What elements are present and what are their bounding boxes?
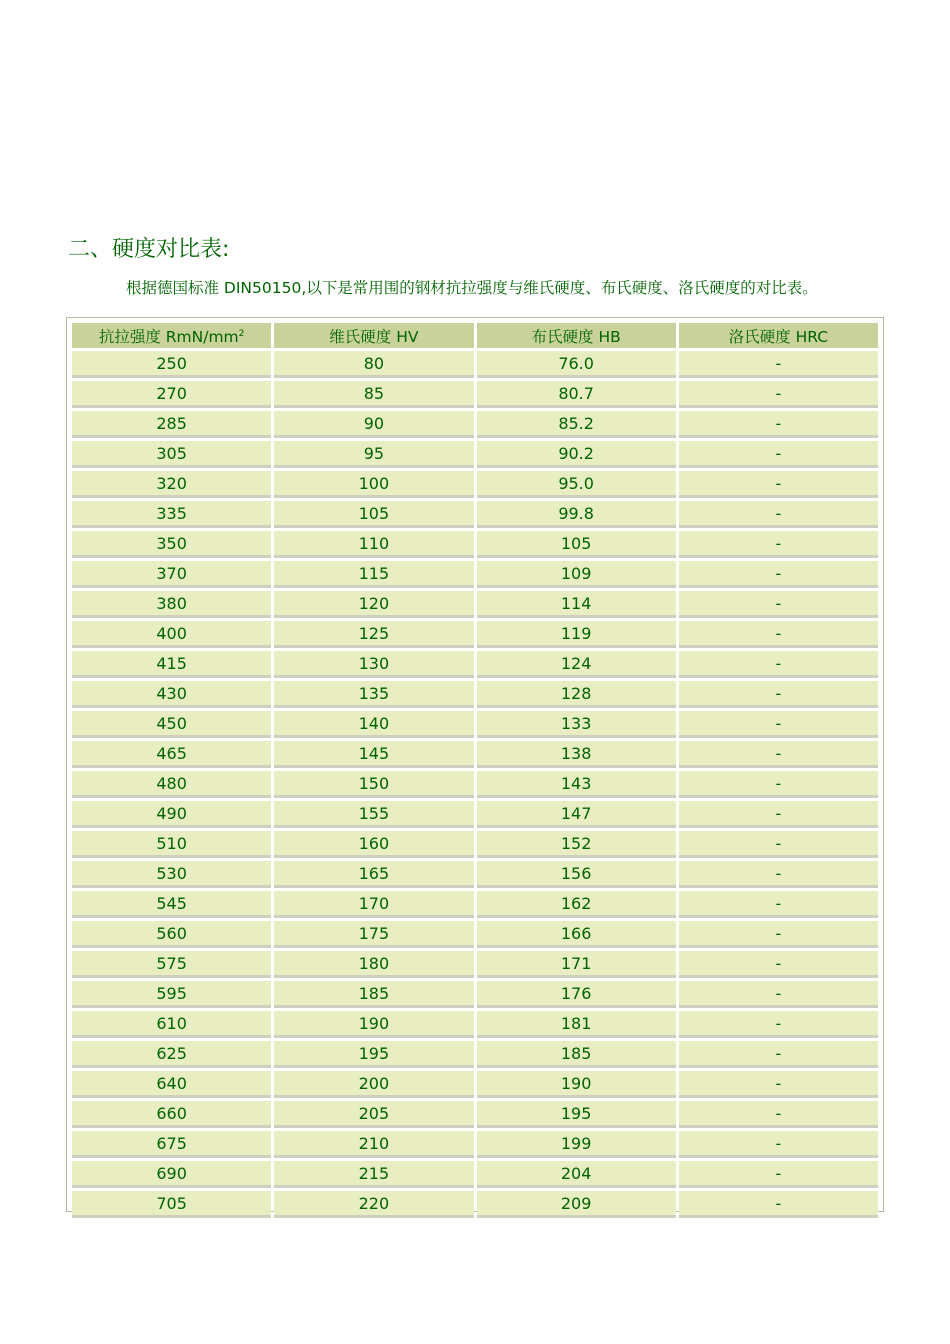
header-rockwell-hardness: 洛氏硬度 HRC (679, 323, 878, 348)
rockwell-hardness-cell: - (679, 441, 878, 468)
vickers-hardness-cell: 170 (274, 891, 473, 918)
tensile-strength-cell: 320 (72, 471, 271, 498)
brinell-hardness-cell: 147 (477, 801, 676, 828)
brinell-hardness-cell: 156 (477, 861, 676, 888)
tensile-strength-cell: 430 (72, 681, 271, 708)
tensile-strength-cell: 530 (72, 861, 271, 888)
brinell-hardness-cell: 162 (477, 891, 676, 918)
brinell-hardness-cell: 80.7 (477, 381, 676, 408)
rockwell-hardness-cell: - (679, 1071, 878, 1098)
vickers-hardness-cell: 215 (274, 1161, 473, 1188)
table-row (72, 951, 878, 978)
rockwell-hardness-cell: - (679, 861, 878, 888)
table-row (72, 1071, 878, 1098)
rockwell-hardness-cell: - (679, 471, 878, 498)
vickers-hardness-cell: 185 (274, 981, 473, 1008)
tensile-strength-cell: 640 (72, 1071, 271, 1098)
rockwell-hardness-cell: - (679, 621, 878, 648)
section-heading: 二、硬度对比表: (68, 237, 230, 262)
table-row (72, 1101, 878, 1128)
table-row (72, 351, 878, 378)
vickers-hardness-cell: 110 (274, 531, 473, 558)
table-row (72, 441, 878, 468)
tensile-strength-cell: 575 (72, 951, 271, 978)
table-row (72, 651, 878, 678)
tensile-strength-cell: 465 (72, 741, 271, 768)
header-vickers-hardness: 维氏硬度 HV (274, 323, 473, 348)
vickers-hardness-cell: 85 (274, 381, 473, 408)
brinell-hardness-cell: 209 (477, 1191, 676, 1218)
tensile-strength-cell: 610 (72, 1011, 271, 1038)
brinell-hardness-cell: 171 (477, 951, 676, 978)
table-row (72, 501, 878, 528)
table-row (72, 801, 878, 828)
rockwell-hardness-cell: - (679, 351, 878, 378)
table-row (72, 1011, 878, 1038)
rockwell-hardness-cell: - (679, 411, 878, 438)
rockwell-hardness-cell: - (679, 561, 878, 588)
tensile-strength-cell: 510 (72, 831, 271, 858)
brinell-hardness-cell: 185 (477, 1041, 676, 1068)
rockwell-hardness-cell: - (679, 501, 878, 528)
brinell-hardness-cell: 166 (477, 921, 676, 948)
header-tensile-strength (72, 323, 271, 348)
tensile-strength-cell: 490 (72, 801, 271, 828)
vickers-hardness-cell: 130 (274, 651, 473, 678)
rockwell-hardness-cell: - (679, 1011, 878, 1038)
tensile-strength-cell: 625 (72, 1041, 271, 1068)
brinell-hardness-cell: 119 (477, 621, 676, 648)
tensile-strength-cell: 305 (72, 441, 271, 468)
vickers-hardness-cell: 160 (274, 831, 473, 858)
brinell-hardness-cell: 204 (477, 1161, 676, 1188)
table-row (72, 681, 878, 708)
header-tensile-superscript: 2 (238, 328, 245, 339)
vickers-hardness-cell: 195 (274, 1041, 473, 1068)
vickers-hardness-cell: 220 (274, 1191, 473, 1218)
brinell-hardness-cell: 181 (477, 1011, 676, 1038)
tensile-strength-cell: 705 (72, 1191, 271, 1218)
header-tensile-label: 抗拉强度 RmN/mm (98, 327, 239, 346)
brinell-hardness-cell: 190 (477, 1071, 676, 1098)
tensile-strength-cell: 480 (72, 771, 271, 798)
brinell-hardness-cell: 85.2 (477, 411, 676, 438)
tensile-strength-cell: 595 (72, 981, 271, 1008)
table-row (72, 1041, 878, 1068)
vickers-hardness-cell: 145 (274, 741, 473, 768)
table-row (72, 921, 878, 948)
vickers-hardness-cell: 95 (274, 441, 473, 468)
brinell-hardness-cell: 76.0 (477, 351, 676, 378)
brinell-hardness-cell: 128 (477, 681, 676, 708)
rockwell-hardness-cell: - (679, 1161, 878, 1188)
vickers-hardness-cell: 180 (274, 951, 473, 978)
brinell-hardness-cell: 138 (477, 741, 676, 768)
table-row (72, 891, 878, 918)
table-row (72, 1191, 878, 1218)
vickers-hardness-cell: 115 (274, 561, 473, 588)
hardness-comparison-table (69, 320, 881, 1221)
tensile-strength-cell: 370 (72, 561, 271, 588)
brinell-hardness-cell: 124 (477, 651, 676, 678)
tensile-strength-cell: 350 (72, 531, 271, 558)
rockwell-hardness-cell: - (679, 531, 878, 558)
table-row (72, 531, 878, 558)
header-brinell-hardness: 布氏硬度 HB (477, 323, 676, 348)
table-row (72, 411, 878, 438)
table-body (72, 351, 878, 1218)
tensile-strength-cell: 560 (72, 921, 271, 948)
tensile-strength-cell: 675 (72, 1131, 271, 1158)
table-row (72, 591, 878, 618)
table-row (72, 711, 878, 738)
vickers-hardness-cell: 210 (274, 1131, 473, 1158)
table-row (72, 981, 878, 1008)
rockwell-hardness-cell: - (679, 981, 878, 1008)
brinell-hardness-cell: 109 (477, 561, 676, 588)
rockwell-hardness-cell: - (679, 1191, 878, 1218)
vickers-hardness-cell: 135 (274, 681, 473, 708)
table-row (72, 471, 878, 498)
rockwell-hardness-cell: - (679, 711, 878, 738)
tensile-strength-cell: 545 (72, 891, 271, 918)
rockwell-hardness-cell: - (679, 381, 878, 408)
tensile-strength-cell: 285 (72, 411, 271, 438)
table-row (72, 621, 878, 648)
vickers-hardness-cell: 190 (274, 1011, 473, 1038)
tensile-strength-cell: 270 (72, 381, 271, 408)
table-row (72, 741, 878, 768)
vickers-hardness-cell: 205 (274, 1101, 473, 1128)
rockwell-hardness-cell: - (679, 771, 878, 798)
vickers-hardness-cell: 105 (274, 501, 473, 528)
table-row (72, 381, 878, 408)
tensile-strength-cell: 450 (72, 711, 271, 738)
brinell-hardness-cell: 152 (477, 831, 676, 858)
rockwell-hardness-cell: - (679, 891, 878, 918)
vickers-hardness-cell: 150 (274, 771, 473, 798)
hardness-table-container (66, 317, 884, 1212)
rockwell-hardness-cell: - (679, 1131, 878, 1158)
brinell-hardness-cell: 105 (477, 531, 676, 558)
brinell-hardness-cell: 133 (477, 711, 676, 738)
tensile-strength-cell: 380 (72, 591, 271, 618)
tensile-strength-cell: 415 (72, 651, 271, 678)
table-row (72, 561, 878, 588)
table-row (72, 1131, 878, 1158)
vickers-hardness-cell: 140 (274, 711, 473, 738)
table-header-row (72, 323, 878, 348)
table-row (72, 831, 878, 858)
brinell-hardness-cell: 90.2 (477, 441, 676, 468)
tensile-strength-cell: 250 (72, 351, 271, 378)
brinell-hardness-cell: 199 (477, 1131, 676, 1158)
table-row (72, 1161, 878, 1188)
vickers-hardness-cell: 125 (274, 621, 473, 648)
tensile-strength-cell: 335 (72, 501, 271, 528)
tensile-strength-cell: 690 (72, 1161, 271, 1188)
brinell-hardness-cell: 195 (477, 1101, 676, 1128)
rockwell-hardness-cell: - (679, 921, 878, 948)
tensile-strength-cell: 400 (72, 621, 271, 648)
brinell-hardness-cell: 143 (477, 771, 676, 798)
brinell-hardness-cell: 114 (477, 591, 676, 618)
rockwell-hardness-cell: - (679, 651, 878, 678)
brinell-hardness-cell: 95.0 (477, 471, 676, 498)
intro-paragraph: 根据德国标准 DIN50150,以下是常用围的钢材抗拉强度与维氏硬度、布氏硬度、洛氏硬度的对比表。 (126, 279, 818, 297)
rockwell-hardness-cell: - (679, 831, 878, 858)
brinell-hardness-cell: 99.8 (477, 501, 676, 528)
tensile-strength-cell: 660 (72, 1101, 271, 1128)
vickers-hardness-cell: 80 (274, 351, 473, 378)
vickers-hardness-cell: 165 (274, 861, 473, 888)
rockwell-hardness-cell: - (679, 591, 878, 618)
vickers-hardness-cell: 90 (274, 411, 473, 438)
rockwell-hardness-cell: - (679, 1041, 878, 1068)
brinell-hardness-cell: 176 (477, 981, 676, 1008)
rockwell-hardness-cell: - (679, 801, 878, 828)
rockwell-hardness-cell: - (679, 1101, 878, 1128)
table-row (72, 771, 878, 798)
rockwell-hardness-cell: - (679, 681, 878, 708)
rockwell-hardness-cell: - (679, 951, 878, 978)
vickers-hardness-cell: 175 (274, 921, 473, 948)
vickers-hardness-cell: 200 (274, 1071, 473, 1098)
table-row (72, 861, 878, 888)
vickers-hardness-cell: 155 (274, 801, 473, 828)
rockwell-hardness-cell: - (679, 741, 878, 768)
vickers-hardness-cell: 100 (274, 471, 473, 498)
vickers-hardness-cell: 120 (274, 591, 473, 618)
